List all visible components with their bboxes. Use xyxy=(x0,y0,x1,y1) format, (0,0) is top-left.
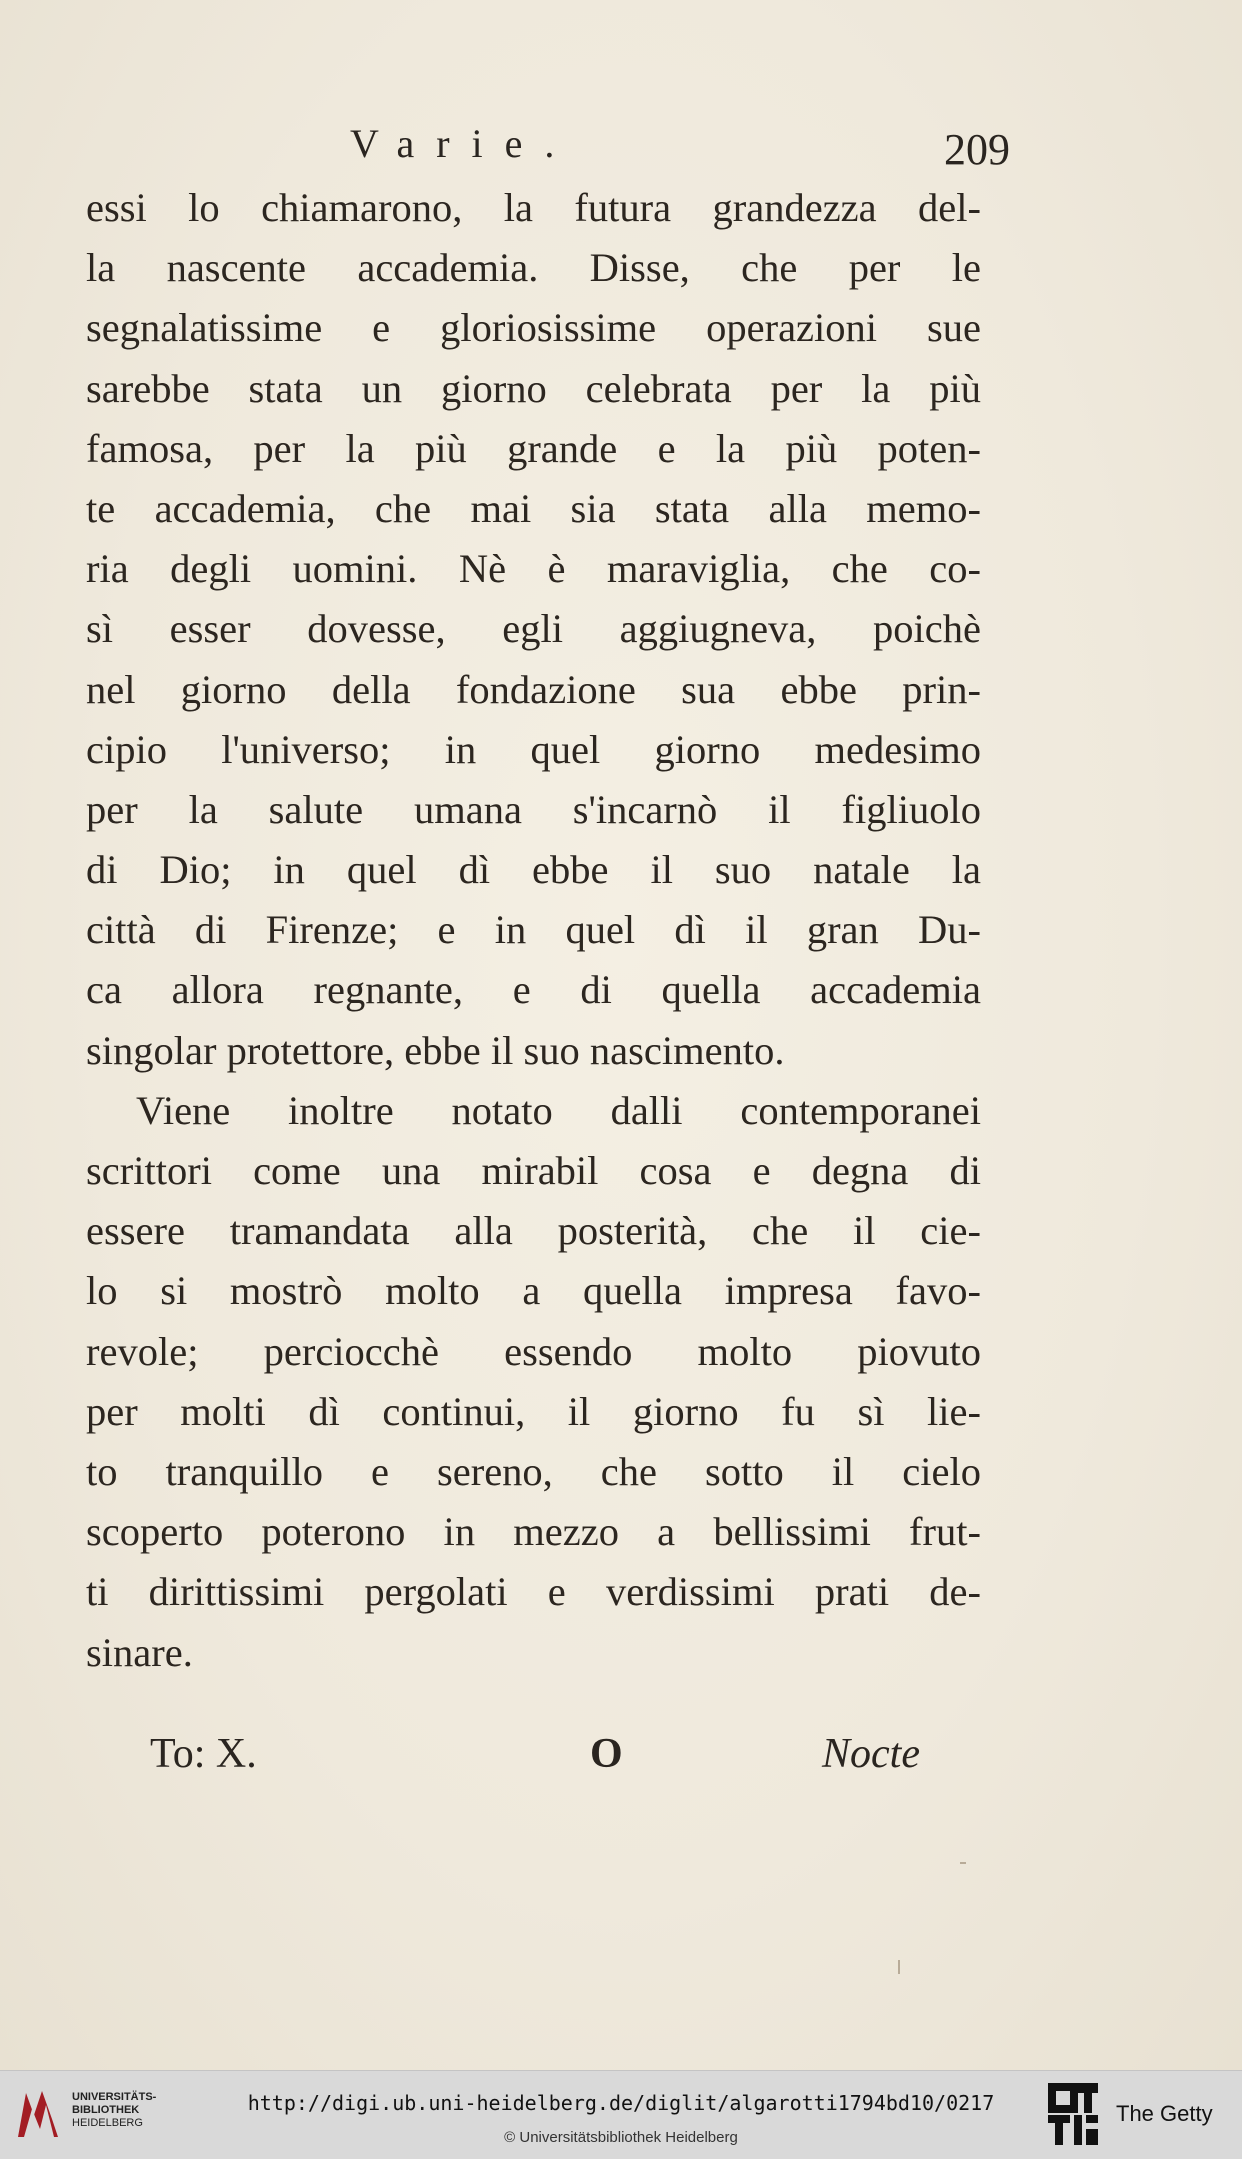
text-line: la nascente accademia. Disse, che per le xyxy=(86,245,981,291)
copyright-notice: © Universitätsbibliothek Heidelberg xyxy=(504,2129,738,2146)
text-line: te accademia, che mai sia stata alla memo- xyxy=(86,485,981,531)
catchword-left: To: X. xyxy=(150,1731,257,1777)
text-line: nel giorno della fondazione sua ebbe prin- xyxy=(86,666,981,712)
text-line: ca allora regnante, e di quella accademia xyxy=(86,967,981,1013)
institution-line: BIBLIOTHEK xyxy=(72,2104,140,2116)
catchword-line xyxy=(150,1730,920,1790)
getty-logo-icon xyxy=(1046,2081,1100,2147)
footer-bar xyxy=(0,2070,1242,2159)
text-line: essi lo chiamarono, la futura grandezza del- xyxy=(86,185,981,230)
text-line: sì esser dovesse, egli aggiugneva, poichè xyxy=(86,606,981,652)
text-line: Viene inoltre notato dalli contemporanei xyxy=(136,1087,981,1133)
text-line: essere tramandata alla posterità, che il cie- xyxy=(86,1208,981,1254)
text-line: famosa, per la più grande e la più poten- xyxy=(86,425,981,471)
text-line: per la salute umana s'incarnò il figliuolo xyxy=(86,786,981,832)
text-line: singolar protettore, ebbe il suo nascimento. xyxy=(86,1027,785,1073)
paper-speck xyxy=(960,1862,966,1864)
text-line: ria degli uomini. Nè è maraviglia, che co- xyxy=(86,546,981,592)
text-line: cipio l'universo; in quel giorno medesimo xyxy=(86,726,981,772)
text-line: scrittori come una mirabil cosa e degna di xyxy=(86,1148,981,1193)
text-line: di Dio; in quel dì ebbe il suo natale la xyxy=(86,847,981,893)
text-line: to tranquillo e sereno, che sotto il cielo xyxy=(86,1448,981,1494)
text-line: segnalatissime e gloriosissime operazioni sue xyxy=(86,305,981,351)
institution-line: HEIDELBERG xyxy=(72,2117,143,2129)
text-line: revole; perciocchè essendo molto piovuto xyxy=(86,1328,981,1374)
text-line: sarebbe stata un giorno celebrata per la più xyxy=(86,365,981,411)
text-line: scoperto poterono in mezzo a bellissimi frut- xyxy=(86,1509,981,1555)
text-line: città di Firenze; e in quel dì il gran Du- xyxy=(86,907,981,953)
paper-speck xyxy=(898,1960,900,1974)
text-line: per molti dì continui, il giorno fu sì lie- xyxy=(86,1388,981,1434)
catchword: Nocte xyxy=(822,1731,920,1777)
page-number: 209 xyxy=(944,125,1010,174)
catchword-middle: O xyxy=(590,1731,623,1777)
text-line: sinare. xyxy=(86,1629,193,1675)
running-head xyxy=(350,120,1010,180)
body-text xyxy=(86,178,981,1683)
text-line: ti dirittissimi pergolati e verdissimi prati de- xyxy=(86,1569,981,1615)
institution-line: UNIVERSITÄTS- xyxy=(72,2091,157,2103)
partner-name: The Getty xyxy=(1116,2101,1213,2126)
permalink-url[interactable]: http://digi.ub.uni-heidelberg.de/diglit/algarotti1794bd10/0217 xyxy=(247,2091,995,2115)
text-line: lo si mostrò molto a quella impresa favo- xyxy=(86,1268,981,1314)
running-title: Varie. xyxy=(350,121,577,166)
